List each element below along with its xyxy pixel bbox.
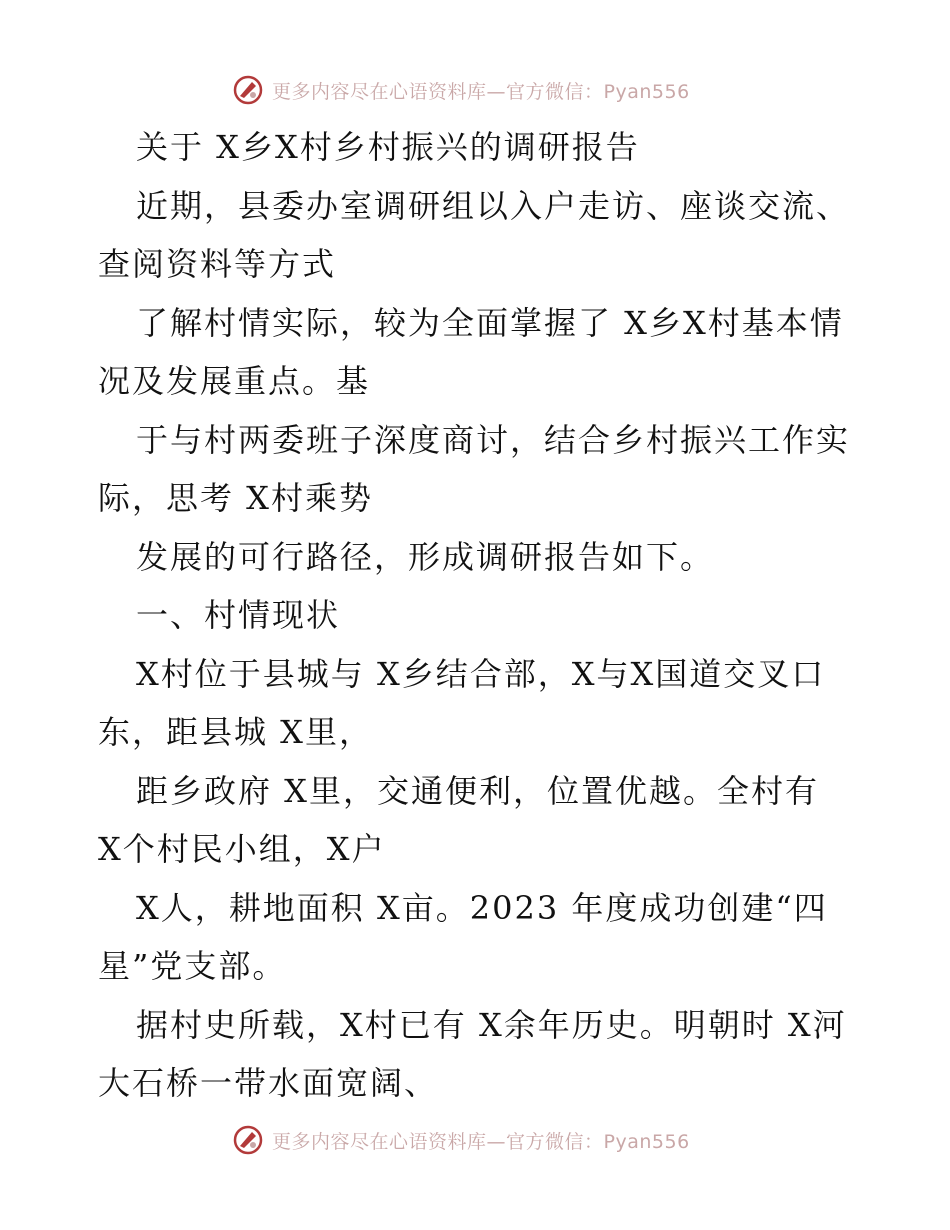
- text-line: 了解村情实际，较为全面掌握了 X乡X村基本情: [136, 303, 844, 342]
- logo-icon: [232, 1124, 264, 1156]
- text-line: 星”党支部。: [98, 947, 287, 985]
- watermark-header: [232, 70, 690, 110]
- text-line: 发展的可行路径，形成调研报告如下。: [136, 537, 715, 576]
- text-line: 际，思考 X村乘势: [98, 479, 373, 517]
- watermark-text: 更多内容尽在心语资料库—官方微信：Pyan556: [272, 80, 690, 103]
- text-line: 关于 X乡X村乡村振兴的调研报告: [136, 128, 640, 166]
- text-line: X村位于县城与 X乡结合部，X与X国道交叉口: [136, 654, 826, 693]
- text-line: X人，耕地面积 X亩。2023 年度成功创建“四: [136, 888, 828, 927]
- watermark-footer: [232, 1120, 690, 1160]
- text-line: 据村史所载，X村已有 X余年历史。明朝时 X河: [136, 1005, 847, 1044]
- text-line: 距乡政府 X里，交通便利，位置优越。全村有: [136, 771, 819, 810]
- text-line: 一、村情现状: [136, 596, 341, 634]
- text-line: 大石桥一带水面宽阔、: [98, 1064, 439, 1102]
- text-line: 于与村两委班子深度商讨，结合乡村振兴工作实: [136, 420, 851, 459]
- text-line: 近期，县委办室调研组以入户走访、座谈交流、: [136, 186, 851, 225]
- watermark-text: 更多内容尽在心语资料库—官方微信：Pyan556: [272, 1130, 690, 1153]
- text-line: X个村民小组，X户: [98, 830, 386, 868]
- document-body: [98, 118, 868, 1113]
- logo-icon: [232, 74, 264, 106]
- text-line: 东，距县城 X里，: [98, 713, 373, 751]
- text-line: 况及发展重点。基: [98, 362, 371, 400]
- text-line: 查阅资料等方式: [98, 245, 337, 283]
